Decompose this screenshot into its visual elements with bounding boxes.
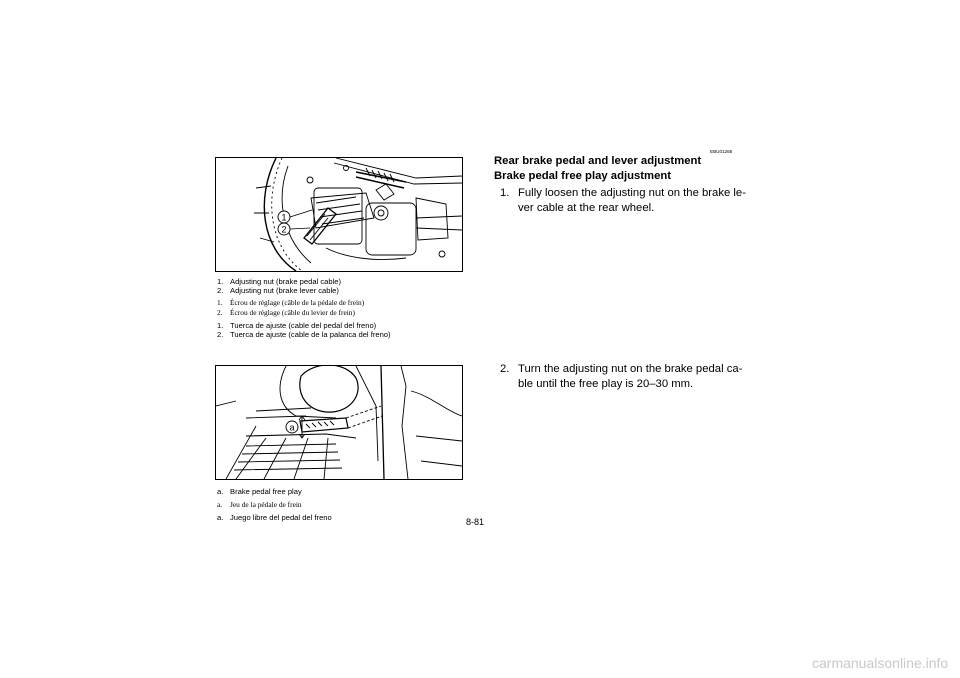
callout-2: 2 — [281, 224, 287, 235]
figure-brake-pedal-free-play — [215, 365, 463, 480]
figure-adjusting-nuts — [215, 157, 463, 272]
caption-es-1: 1. Tuerca de ajuste (cable del pedal del freno) — [217, 321, 377, 330]
step-2: 2. Turn the adjusting nut on the brake pedal ca- ble until the free play is 20–30 mm. — [500, 363, 743, 390]
callout-a: a — [289, 422, 295, 433]
caption2-en: a. Brake pedal free play — [217, 487, 302, 496]
section-code: EBU01268 — [710, 149, 733, 154]
illustration-brake-cables — [216, 158, 462, 271]
caption-fr-2: 2. Écrou de réglage (câble du levier de frein) — [217, 308, 355, 317]
step-1: 1. Fully loosen the adjusting nut on the brake le- ver cable at the rear wheel. — [500, 187, 746, 214]
callout-1: 1 — [281, 212, 287, 223]
page-number: 8-81 — [466, 517, 485, 527]
caption-fr-1: 1. Écrou de réglage (câble de la pédale de frein) — [217, 298, 365, 307]
caption2-fr: a. Jeu de la pédale de frein — [217, 500, 302, 509]
caption2-es: a. Juego libre del pedal del freno — [217, 513, 332, 522]
watermark: carmanualsonline.info — [812, 655, 949, 671]
caption-es-2: 2. Tuerca de ajuste (cable de la palanca del freno) — [217, 330, 391, 339]
caption-en-1: 1. Adjusting nut (brake pedal cable) — [217, 277, 342, 286]
section-heading: Rear brake pedal and lever adjustment — [494, 155, 702, 167]
illustration-brake-pedal — [216, 366, 462, 479]
section-subheading: Brake pedal free play adjustment — [494, 170, 672, 182]
caption-en-2: 2. Adjusting nut (brake lever cable) — [217, 286, 339, 295]
